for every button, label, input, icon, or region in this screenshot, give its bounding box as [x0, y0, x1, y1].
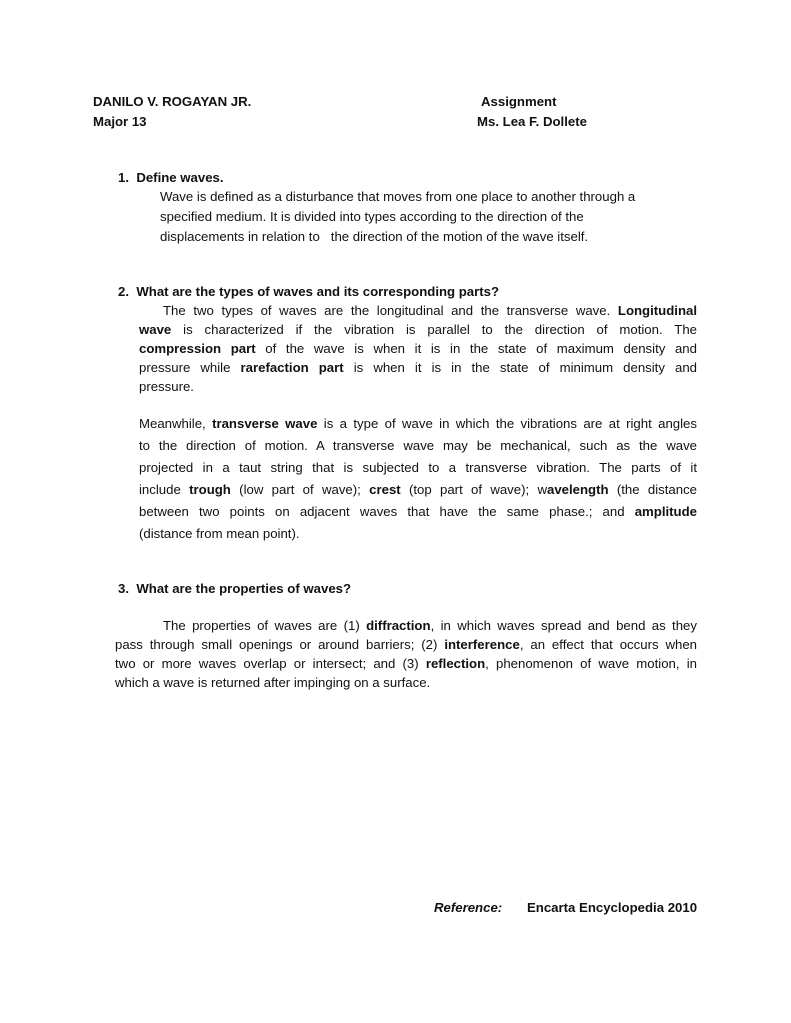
answer-3-line-4: which a wave is returned after impinging on a surface. [115, 675, 431, 690]
answer-2-p2-line-6: (distance from mean point). [139, 526, 300, 541]
answer-2-p1-line-4 [139, 358, 697, 377]
answer-2-p1-line-2 [139, 320, 697, 339]
answer-1-line-1: Wave is defined as a disturbance that moves from one place to another through a [160, 189, 636, 204]
text-span: , phenomenon of wave motion, in [485, 656, 697, 671]
text-span: between two points on adjacent waves that have the same phase.; and [139, 504, 625, 519]
term-interference: interference [444, 637, 520, 652]
text-span: include [139, 482, 181, 497]
text-span: two or more waves overlap or intersect; and (3) [115, 656, 419, 671]
term-wave: wave [139, 322, 172, 337]
text-span: (top part of wave); w [408, 482, 547, 497]
text-span: is when it is in the state of minimum density and [353, 360, 698, 375]
author-name: DANILO V. ROGAYAN JR. [93, 94, 252, 109]
answer-1-line-3: displacements in relation to the direction of the motion of the wave itself. [160, 229, 589, 244]
answer-2-p1-line-1 [163, 301, 697, 320]
answer-2-p2-line-5 [139, 501, 697, 523]
reference-label: Reference: [434, 900, 503, 915]
text-span: The properties of waves are (1) [163, 618, 360, 633]
text-span: , in which waves spread and bend as they [430, 618, 697, 633]
answer-2-p2-line-1 [139, 413, 697, 435]
answer-3-line-2 [115, 635, 697, 654]
answer-2-p2-line-2: to the direction of motion. A transverse wave may be mechanical, such as the wave [139, 438, 697, 453]
document-type: Assignment [481, 94, 557, 109]
answer-2-p1-line-5: pressure. [139, 379, 194, 394]
text-span: (the distance [616, 482, 698, 497]
term-rarefaction-part: rarefaction part [240, 360, 344, 375]
term-compression-part: compression part [139, 341, 256, 356]
text-span: , an effect that occurs when [519, 637, 697, 652]
course-label: Major 13 [93, 114, 147, 129]
text-span: pressure while [139, 360, 231, 375]
text-span: pass through small openings or around barriers; (2) [115, 637, 438, 652]
answer-3-line-3 [115, 654, 697, 673]
text-span: Meanwhile, [139, 416, 206, 431]
text-span: is a type of wave in which the vibrations are at right angles [323, 416, 697, 431]
term-crest: crest [369, 482, 401, 497]
text-span: is characterized if the vibration is parallel to the direction of motion. The [183, 322, 697, 337]
term-wavelength: avelength [547, 482, 609, 497]
term-reflection: reflection [425, 656, 486, 671]
question-2-title: 2. What are the types of waves and its corresponding parts? [118, 284, 500, 299]
text-span: of the wave is when it is in the state of maximum density and [265, 341, 697, 356]
question-3-title: 3. What are the properties of waves? [118, 581, 352, 596]
answer-2-p1-line-3 [139, 339, 697, 358]
text-span: The two types of waves are the longitudinal and the transverse wave. [163, 303, 611, 318]
teacher-name: Ms. Lea F. Dollete [477, 114, 587, 129]
term-transverse-wave: transverse wave [212, 416, 318, 431]
text-span: (low part of wave); [239, 482, 361, 497]
answer-2-p2-line-3: projected in a taut string that is subjected to a transverse vibration. The parts of it [139, 460, 697, 475]
answer-3-line-1 [163, 616, 697, 635]
term-trough: trough [189, 482, 231, 497]
reference-value: Encarta Encyclopedia 2010 [527, 900, 698, 915]
term-amplitude: amplitude [634, 504, 697, 519]
answer-2-p2-line-4 [139, 479, 697, 501]
term-diffraction: diffraction [366, 618, 431, 633]
question-1-title: 1. Define waves. [118, 170, 224, 185]
answer-1-line-2: specified medium. It is divided into types according to the direction of the [160, 209, 584, 224]
term-longitudinal: Longitudinal [617, 303, 697, 318]
